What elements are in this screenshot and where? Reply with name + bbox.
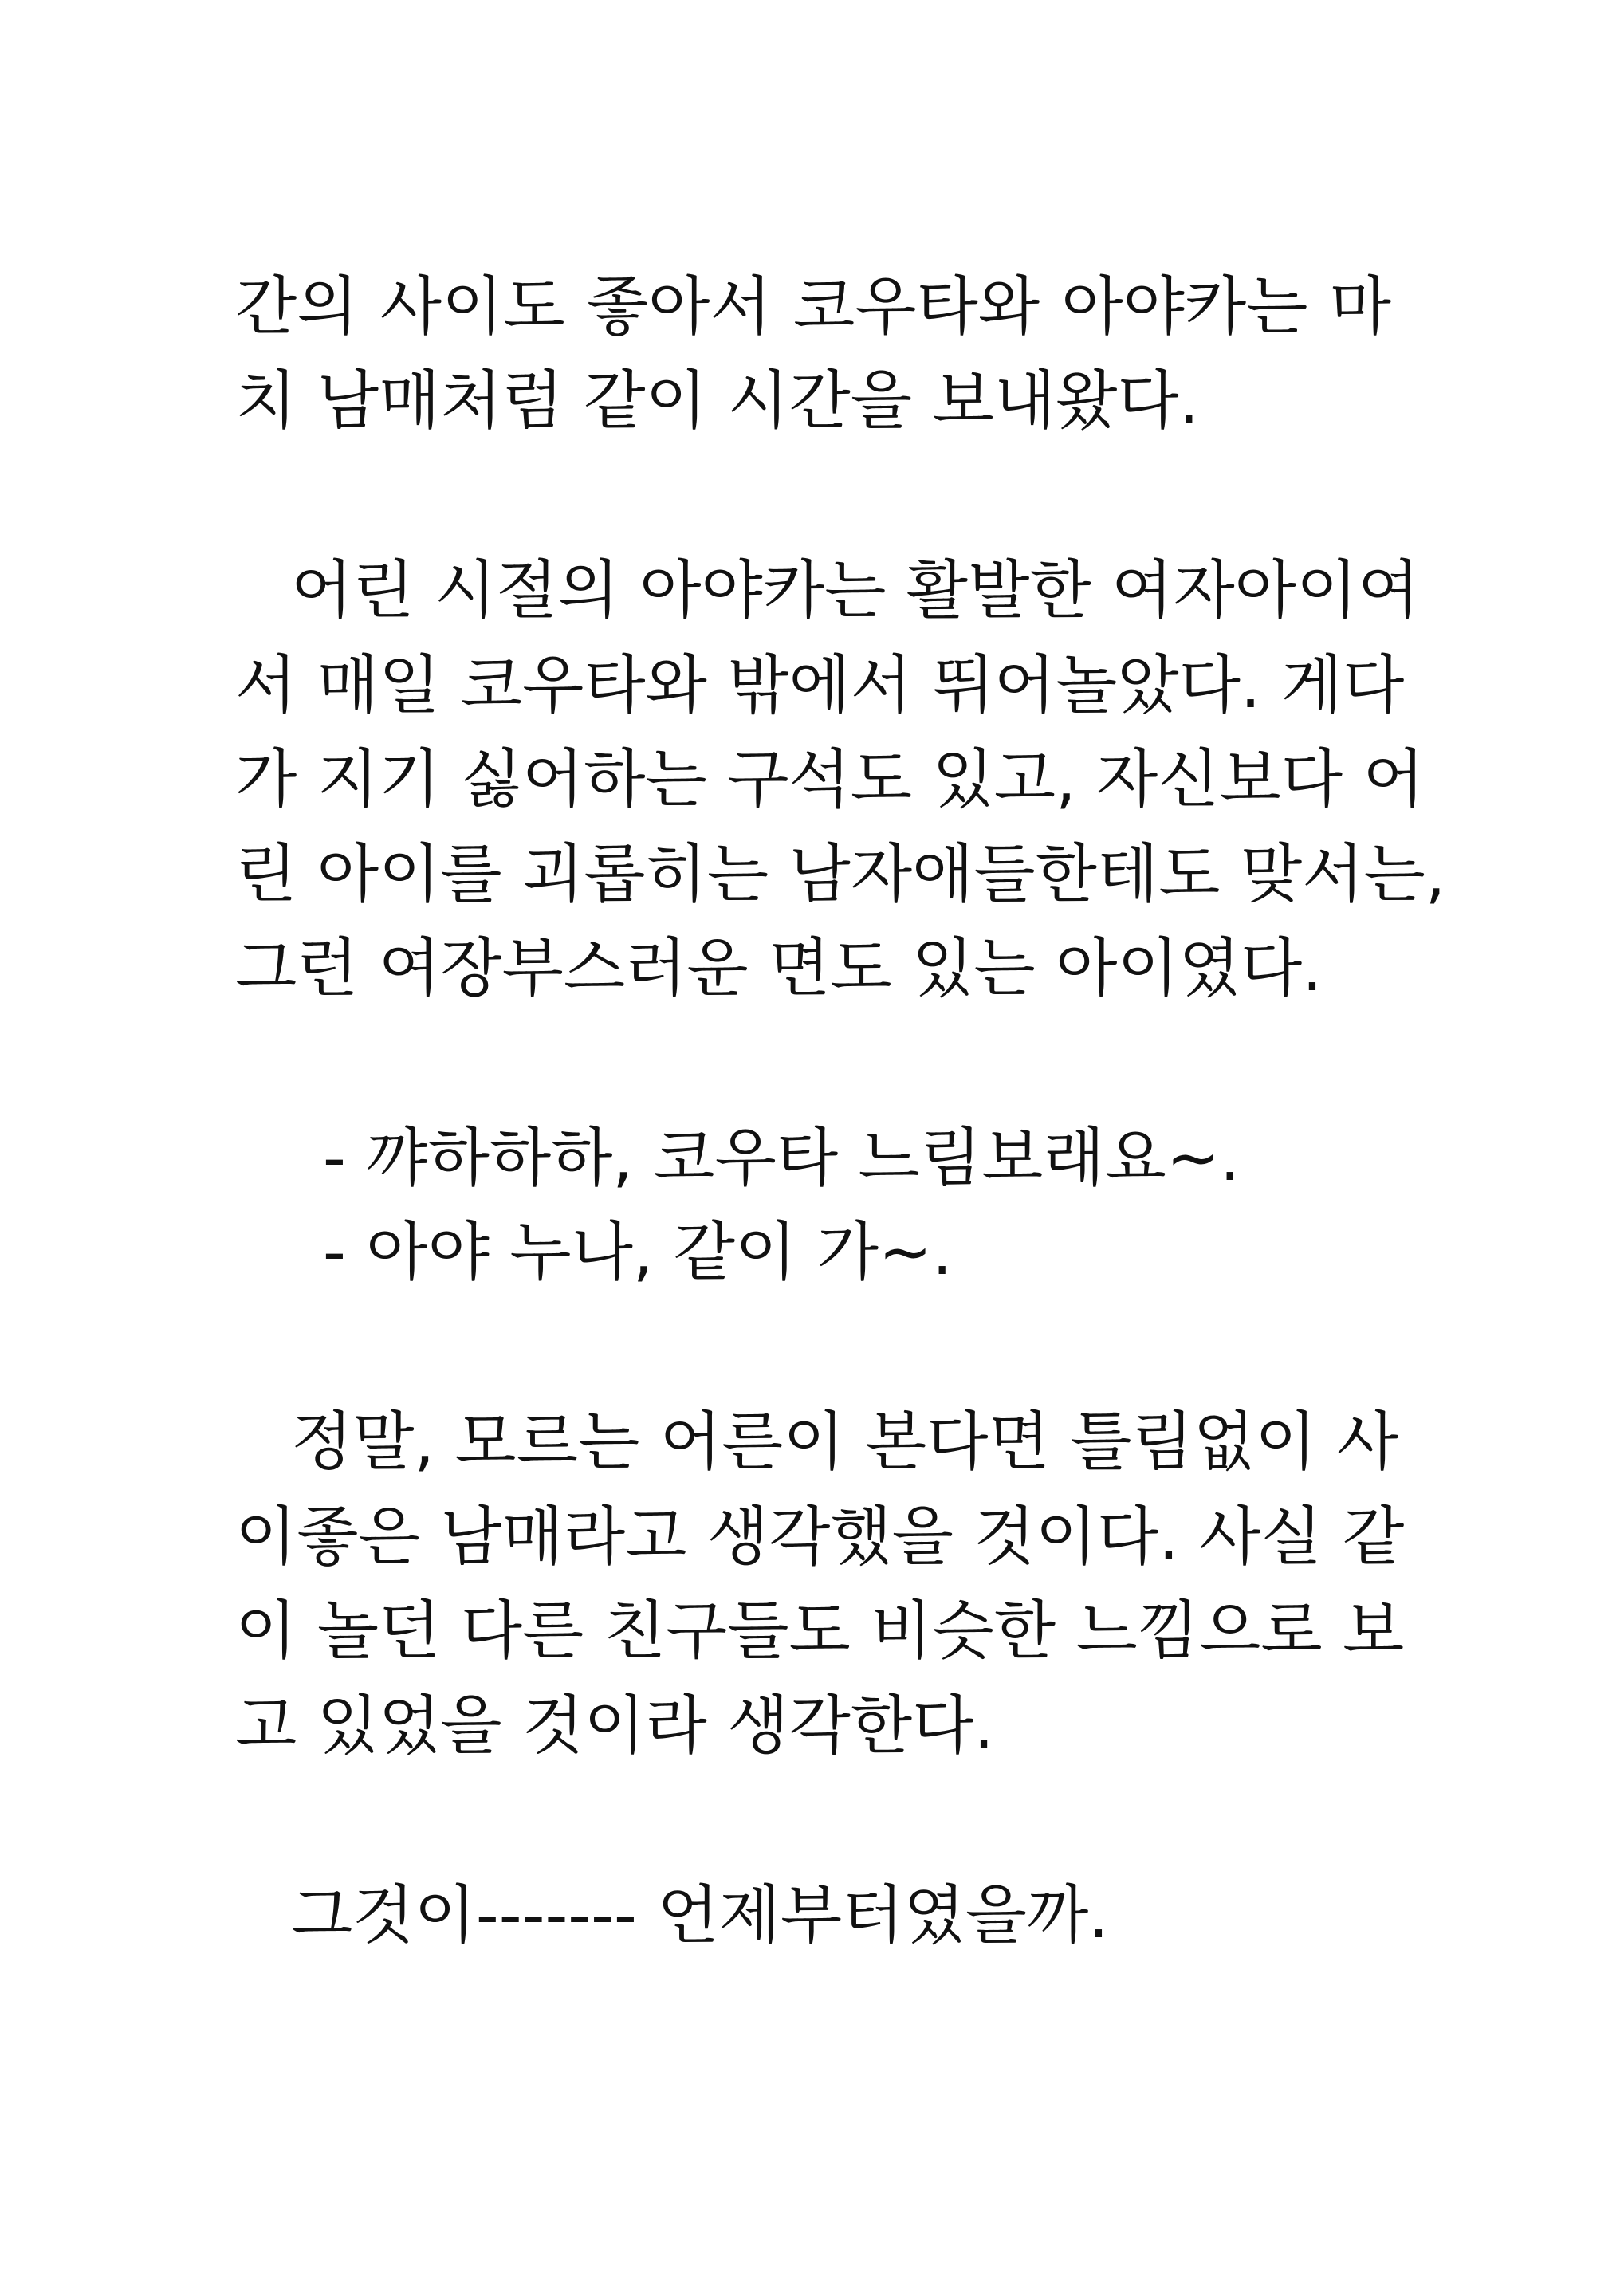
- text-line: 간의 사이도 좋아서 코우타와 아야카는 마: [235, 269, 1391, 344]
- text-line: 서 매일 코우타와 밖에서 뛰어놀았다. 게다: [235, 648, 1405, 722]
- dialogue-line: - 꺄하하하, 코우타 느림보래요~.: [323, 1121, 1241, 1195]
- text-line: 가 지기 싫어하는 구석도 있고, 자신보다 어: [235, 742, 1425, 816]
- text-line: 린 아이를 괴롭히는 남자애들한테도 맞서는,: [235, 837, 1446, 911]
- dialogue-line: - 아야 누나, 같이 가~.: [323, 1215, 953, 1289]
- text-line: 고 있었을 것이라 생각한다.: [235, 1689, 994, 1763]
- text-line: 이좋은 남매라고 생각했을 것이다. 사실 같: [235, 1500, 1405, 1574]
- text-line: 어린 시절의 아야카는 활발한 여자아이여: [291, 553, 1420, 627]
- text-line: 정말, 모르는 어른이 본다면 틀림없이 사: [291, 1405, 1399, 1479]
- text-line: 그것이------- 언제부터였을까.: [291, 1878, 1109, 1952]
- text-line: 치 남매처럼 같이 시간을 보내왔다.: [235, 364, 1200, 438]
- text-line: 그런 여장부스러운 면도 있는 아이였다.: [235, 931, 1323, 1005]
- text-line: 이 놀던 다른 친구들도 비슷한 느낌으로 보: [235, 1594, 1405, 1668]
